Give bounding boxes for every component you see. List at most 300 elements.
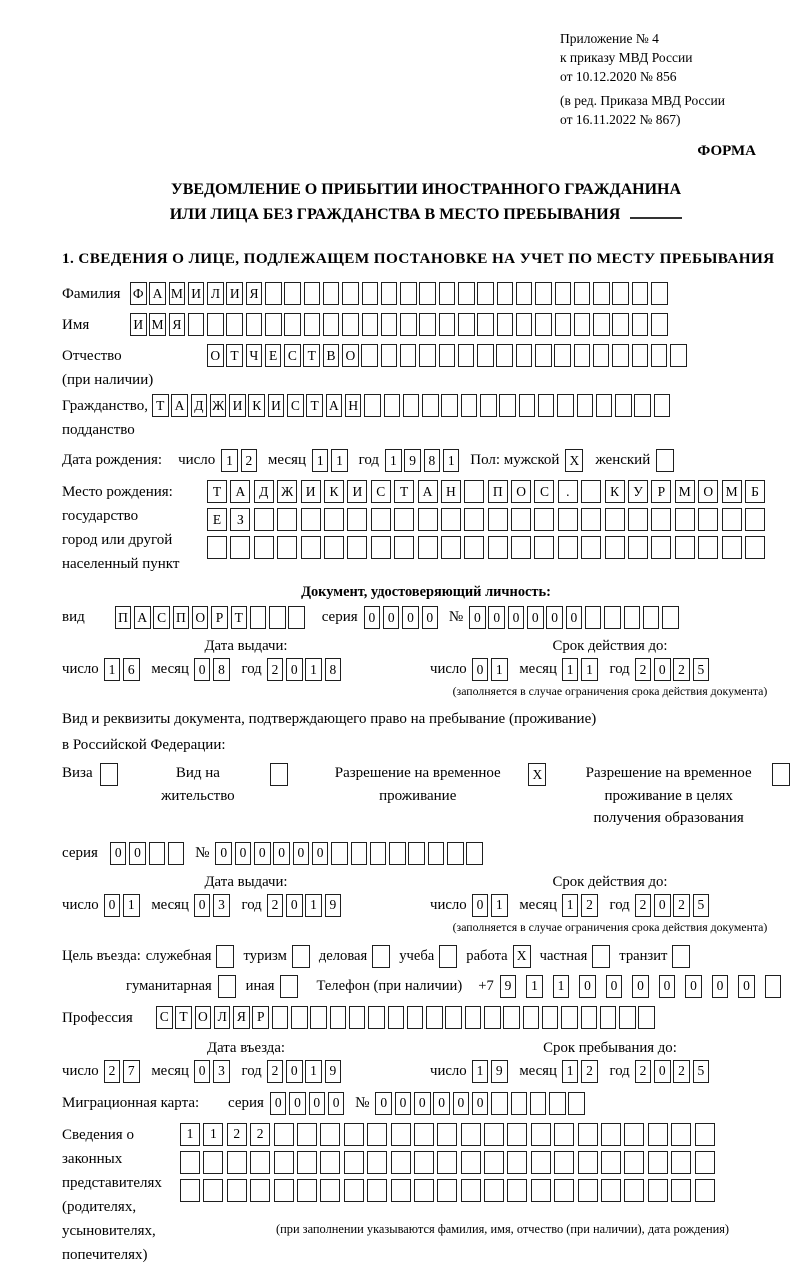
char-cell[interactable]: 2 [635,658,652,681]
char-cell[interactable]: 0 [194,658,211,681]
char-cell[interactable] [394,508,414,531]
doc-number-cells[interactable] [469,606,681,629]
char-cell[interactable] [149,842,166,865]
residence-issue-year-cells[interactable] [267,894,344,917]
char-cell[interactable] [301,508,321,531]
char-cell[interactable]: 6 [123,658,140,681]
char-cell[interactable]: 8 [424,449,441,472]
char-cell[interactable] [297,1151,317,1174]
checkbox-purpose-study[interactable] [439,945,457,968]
char-cell[interactable]: 0 [422,606,439,629]
char-cell[interactable] [274,1123,294,1146]
char-cell[interactable]: 0 [286,658,303,681]
char-cell[interactable] [403,394,420,417]
char-cell[interactable]: 0 [632,975,649,998]
char-cell[interactable] [277,536,297,559]
char-cell[interactable] [581,1006,598,1029]
char-cell[interactable]: 2 [635,894,652,917]
char-cell[interactable] [491,1092,508,1115]
char-cell[interactable]: К [605,480,625,503]
char-cell[interactable]: Т [226,344,243,367]
char-cell[interactable] [632,313,649,336]
char-cell[interactable] [304,313,321,336]
char-cell[interactable] [342,313,359,336]
char-cell[interactable]: А [149,282,166,305]
char-cell[interactable] [324,536,344,559]
char-cell[interactable]: И [188,282,205,305]
char-cell[interactable] [507,1179,527,1202]
char-cell[interactable]: 1 [553,975,570,998]
char-cell[interactable] [507,1123,527,1146]
char-cell[interactable] [388,1006,405,1029]
expiry-year-cells[interactable] [635,658,712,681]
char-cell[interactable]: 1 [221,449,238,472]
stay-year-cells[interactable] [635,1060,712,1083]
char-cell[interactable] [574,282,591,305]
char-cell[interactable]: 9 [325,1060,342,1083]
expiry-month-cells[interactable] [562,658,601,681]
checkbox-purpose-tourism[interactable] [292,945,310,968]
stay-month-cells[interactable] [562,1060,601,1083]
char-cell[interactable] [344,1123,364,1146]
char-cell[interactable] [499,394,516,417]
char-cell[interactable] [593,344,610,367]
char-cell[interactable] [310,1006,327,1029]
char-cell[interactable] [662,606,679,629]
char-cell[interactable] [488,536,508,559]
char-cell[interactable] [477,282,494,305]
char-cell[interactable]: 0 [712,975,729,998]
char-cell[interactable] [461,1123,481,1146]
legal-representatives-row2[interactable] [180,1151,729,1174]
issue-year-cells[interactable] [267,658,344,681]
char-cell[interactable]: 1 [443,449,460,472]
char-cell[interactable]: 0 [110,842,127,865]
char-cell[interactable] [654,394,671,417]
char-cell[interactable]: Ч [246,344,263,367]
char-cell[interactable] [624,606,641,629]
char-cell[interactable]: 2 [673,894,690,917]
char-cell[interactable] [464,508,484,531]
char-cell[interactable] [464,536,484,559]
char-cell[interactable]: Б [745,480,765,503]
char-cell[interactable]: 1 [312,449,329,472]
char-cell[interactable] [511,536,531,559]
char-cell[interactable] [671,1179,691,1202]
char-cell[interactable]: 1 [491,894,508,917]
char-cell[interactable]: Я [246,282,263,305]
char-cell[interactable] [624,1123,644,1146]
char-cell[interactable] [437,1179,457,1202]
char-cell[interactable] [477,313,494,336]
char-cell[interactable] [651,313,668,336]
citizenship-cells[interactable] [152,394,673,417]
char-cell[interactable] [634,394,651,417]
char-cell[interactable]: М [149,313,166,336]
char-cell[interactable] [578,1123,598,1146]
char-cell[interactable] [516,313,533,336]
char-cell[interactable] [651,282,668,305]
char-cell[interactable]: О [511,480,531,503]
entry-day-cells[interactable] [104,1060,143,1083]
firstname-cells[interactable] [130,313,670,336]
char-cell[interactable] [272,1006,289,1029]
char-cell[interactable]: 1 [305,1060,322,1083]
char-cell[interactable] [671,1123,691,1146]
char-cell[interactable]: 1 [123,894,140,917]
char-cell[interactable] [367,1179,387,1202]
char-cell[interactable]: 0 [488,606,505,629]
phone-cells[interactable] [500,975,792,998]
char-cell[interactable]: 0 [508,606,525,629]
char-cell[interactable] [519,394,536,417]
legal-representatives-row1[interactable] [180,1123,729,1146]
char-cell[interactable] [226,313,243,336]
char-cell[interactable] [371,508,391,531]
char-cell[interactable] [722,508,742,531]
char-cell[interactable] [414,1151,434,1174]
char-cell[interactable] [596,394,613,417]
char-cell[interactable]: 2 [250,1123,270,1146]
char-cell[interactable]: 1 [305,658,322,681]
char-cell[interactable] [695,1151,715,1174]
char-cell[interactable] [370,842,387,865]
char-cell[interactable] [458,313,475,336]
char-cell[interactable]: 0 [546,606,563,629]
char-cell[interactable] [439,282,456,305]
char-cell[interactable] [381,344,398,367]
residence-issue-day-cells[interactable] [104,894,143,917]
char-cell[interactable]: 9 [491,1060,508,1083]
char-cell[interactable] [323,282,340,305]
char-cell[interactable] [511,1092,528,1115]
char-cell[interactable]: 0 [293,842,310,865]
char-cell[interactable]: П [488,480,508,503]
char-cell[interactable]: 0 [472,1092,489,1115]
char-cell[interactable] [274,1179,294,1202]
char-cell[interactable]: Р [211,606,228,629]
char-cell[interactable] [441,536,461,559]
char-cell[interactable]: 1 [180,1123,200,1146]
char-cell[interactable]: 0 [527,606,544,629]
char-cell[interactable] [670,344,687,367]
char-cell[interactable] [745,508,765,531]
char-cell[interactable] [651,536,671,559]
char-cell[interactable]: 1 [203,1123,223,1146]
char-cell[interactable]: И [301,480,321,503]
char-cell[interactable] [488,508,508,531]
char-cell[interactable] [445,1006,462,1029]
char-cell[interactable] [497,313,514,336]
char-cell[interactable] [648,1123,668,1146]
char-cell[interactable]: 0 [654,1060,671,1083]
checkbox-purpose-private[interactable] [592,945,610,968]
char-cell[interactable] [408,842,425,865]
char-cell[interactable] [555,313,572,336]
char-cell[interactable]: Д [254,480,274,503]
char-cell[interactable] [605,536,625,559]
char-cell[interactable] [291,1006,308,1029]
char-cell[interactable] [574,313,591,336]
residence-expiry-day-cells[interactable] [472,894,511,917]
char-cell[interactable] [207,536,227,559]
char-cell[interactable] [230,536,250,559]
char-cell[interactable]: 5 [693,1060,710,1083]
char-cell[interactable]: 2 [673,1060,690,1083]
char-cell[interactable]: 0 [312,842,329,865]
char-cell[interactable] [534,536,554,559]
char-cell[interactable] [441,394,458,417]
residence-number-cells[interactable] [215,842,485,865]
char-cell[interactable] [593,282,610,305]
char-cell[interactable] [419,282,436,305]
char-cell[interactable]: Т [207,480,227,503]
char-cell[interactable] [497,282,514,305]
char-cell[interactable] [168,842,185,865]
char-cell[interactable] [600,1006,617,1029]
profession-cells[interactable] [156,1006,658,1029]
char-cell[interactable] [180,1151,200,1174]
char-cell[interactable]: 2 [635,1060,652,1083]
checkbox-purpose-work[interactable]: X [513,945,531,968]
char-cell[interactable] [675,536,695,559]
char-cell[interactable]: Ф [130,282,147,305]
char-cell[interactable]: 5 [693,894,710,917]
char-cell[interactable]: П [115,606,132,629]
char-cell[interactable]: А [134,606,151,629]
char-cell[interactable]: Л [214,1006,231,1029]
char-cell[interactable]: Я [169,313,186,336]
char-cell[interactable]: . [558,480,578,503]
char-cell[interactable] [418,508,438,531]
char-cell[interactable]: З [230,508,250,531]
char-cell[interactable] [555,282,572,305]
char-cell[interactable] [516,282,533,305]
char-cell[interactable] [297,1123,317,1146]
char-cell[interactable] [320,1123,340,1146]
char-cell[interactable] [227,1179,247,1202]
char-cell[interactable] [461,394,478,417]
expiry-day-cells[interactable] [472,658,511,681]
char-cell[interactable]: 0 [194,1060,211,1083]
char-cell[interactable]: К [248,394,265,417]
char-cell[interactable]: 8 [325,658,342,681]
char-cell[interactable] [585,606,602,629]
char-cell[interactable] [250,1179,270,1202]
char-cell[interactable]: О [192,606,209,629]
char-cell[interactable] [554,344,571,367]
char-cell[interactable] [648,1151,668,1174]
char-cell[interactable] [695,1179,715,1202]
char-cell[interactable] [671,1151,691,1174]
char-cell[interactable]: Т [306,394,323,417]
char-cell[interactable] [465,1006,482,1029]
char-cell[interactable]: С [534,480,554,503]
checkbox-sex-female[interactable] [656,449,674,472]
char-cell[interactable] [511,508,531,531]
char-cell[interactable] [675,508,695,531]
birth-month-cells[interactable] [312,449,351,472]
issue-day-cells[interactable] [104,658,143,681]
migration-number-cells[interactable] [375,1092,587,1115]
char-cell[interactable] [320,1151,340,1174]
char-cell[interactable] [351,842,368,865]
char-cell[interactable]: М [675,480,695,503]
char-cell[interactable]: 2 [241,449,258,472]
char-cell[interactable] [394,536,414,559]
char-cell[interactable] [643,606,660,629]
char-cell[interactable] [344,1151,364,1174]
char-cell[interactable] [722,536,742,559]
char-cell[interactable] [496,344,513,367]
char-cell[interactable] [765,975,782,998]
char-cell[interactable]: 8 [213,658,230,681]
char-cell[interactable]: О [207,344,224,367]
char-cell[interactable] [400,344,417,367]
char-cell[interactable]: 9 [404,449,421,472]
char-cell[interactable] [531,1123,551,1146]
char-cell[interactable] [523,1006,540,1029]
char-cell[interactable] [477,344,494,367]
char-cell[interactable] [426,1006,443,1029]
char-cell[interactable]: И [226,282,243,305]
char-cell[interactable] [698,508,718,531]
checkbox-purpose-business[interactable] [372,945,390,968]
char-cell[interactable] [581,480,601,503]
char-cell[interactable]: 0 [685,975,702,998]
char-cell[interactable]: 2 [673,658,690,681]
char-cell[interactable]: 0 [254,842,271,865]
char-cell[interactable] [554,1151,574,1174]
char-cell[interactable] [320,1179,340,1202]
char-cell[interactable]: 9 [500,975,517,998]
char-cell[interactable]: А [326,394,343,417]
char-cell[interactable]: У [628,480,648,503]
char-cell[interactable]: 0 [579,975,596,998]
char-cell[interactable] [437,1123,457,1146]
char-cell[interactable] [400,313,417,336]
char-cell[interactable] [347,536,367,559]
char-cell[interactable] [188,313,205,336]
birth-place-row2[interactable] [207,508,768,531]
char-cell[interactable] [180,1179,200,1202]
char-cell[interactable] [581,508,601,531]
char-cell[interactable] [203,1151,223,1174]
char-cell[interactable] [441,508,461,531]
char-cell[interactable]: 2 [267,1060,284,1083]
char-cell[interactable] [331,842,348,865]
char-cell[interactable] [389,842,406,865]
char-cell[interactable] [439,344,456,367]
char-cell[interactable] [362,313,379,336]
char-cell[interactable] [344,1179,364,1202]
residence-issue-month-cells[interactable] [194,894,233,917]
char-cell[interactable]: М [169,282,186,305]
char-cell[interactable] [464,480,484,503]
char-cell[interactable] [624,1151,644,1174]
char-cell[interactable] [612,313,629,336]
char-cell[interactable]: 0 [738,975,755,998]
char-cell[interactable] [581,536,601,559]
char-cell[interactable] [384,394,401,417]
char-cell[interactable]: 0 [654,894,671,917]
birth-day-cells[interactable] [221,449,260,472]
char-cell[interactable] [254,508,274,531]
doc-series-cells[interactable] [364,606,441,629]
char-cell[interactable]: П [173,606,190,629]
birth-place-row1[interactable] [207,480,768,503]
char-cell[interactable] [568,1092,585,1115]
char-cell[interactable] [745,536,765,559]
char-cell[interactable]: Н [441,480,461,503]
residence-series-cells[interactable] [110,842,187,865]
residence-expiry-month-cells[interactable] [562,894,601,917]
char-cell[interactable]: 0 [383,606,400,629]
char-cell[interactable]: К [324,480,344,503]
char-cell[interactable]: Е [265,344,282,367]
char-cell[interactable]: 1 [581,658,598,681]
char-cell[interactable]: С [371,480,391,503]
char-cell[interactable]: Т [175,1006,192,1029]
char-cell[interactable]: 1 [104,658,121,681]
char-cell[interactable] [250,1151,270,1174]
char-cell[interactable]: С [287,394,304,417]
char-cell[interactable] [466,842,483,865]
char-cell[interactable]: М [722,480,742,503]
char-cell[interactable]: 1 [491,658,508,681]
char-cell[interactable]: Т [231,606,248,629]
char-cell[interactable]: 0 [375,1092,392,1115]
char-cell[interactable] [531,1179,551,1202]
char-cell[interactable]: 1 [562,894,579,917]
char-cell[interactable] [342,282,359,305]
char-cell[interactable]: О [342,344,359,367]
char-cell[interactable] [558,508,578,531]
char-cell[interactable] [323,313,340,336]
char-cell[interactable]: 1 [472,1060,489,1083]
char-cell[interactable]: 1 [385,449,402,472]
char-cell[interactable]: 3 [213,894,230,917]
char-cell[interactable] [391,1123,411,1146]
char-cell[interactable] [297,1179,317,1202]
char-cell[interactable] [458,344,475,367]
patronymic-cells[interactable] [207,344,689,367]
char-cell[interactable]: 2 [104,1060,121,1083]
char-cell[interactable] [542,1006,559,1029]
char-cell[interactable]: 0 [289,1092,306,1115]
char-cell[interactable]: 5 [693,658,710,681]
char-cell[interactable]: 0 [402,606,419,629]
char-cell[interactable] [391,1151,411,1174]
char-cell[interactable] [400,282,417,305]
checkbox-purpose-humanitarian[interactable] [218,975,236,998]
char-cell[interactable]: А [418,480,438,503]
checkbox-temp-residence-edu[interactable] [772,763,790,786]
char-cell[interactable] [304,282,321,305]
char-cell[interactable] [578,1179,598,1202]
char-cell[interactable]: 0 [659,975,676,998]
char-cell[interactable]: С [156,1006,173,1029]
char-cell[interactable] [535,313,552,336]
char-cell[interactable] [558,536,578,559]
char-cell[interactable] [577,394,594,417]
char-cell[interactable]: 0 [654,658,671,681]
char-cell[interactable]: 2 [581,894,598,917]
char-cell[interactable]: 0 [328,1092,345,1115]
char-cell[interactable] [578,1151,598,1174]
char-cell[interactable] [651,508,671,531]
char-cell[interactable] [557,394,574,417]
